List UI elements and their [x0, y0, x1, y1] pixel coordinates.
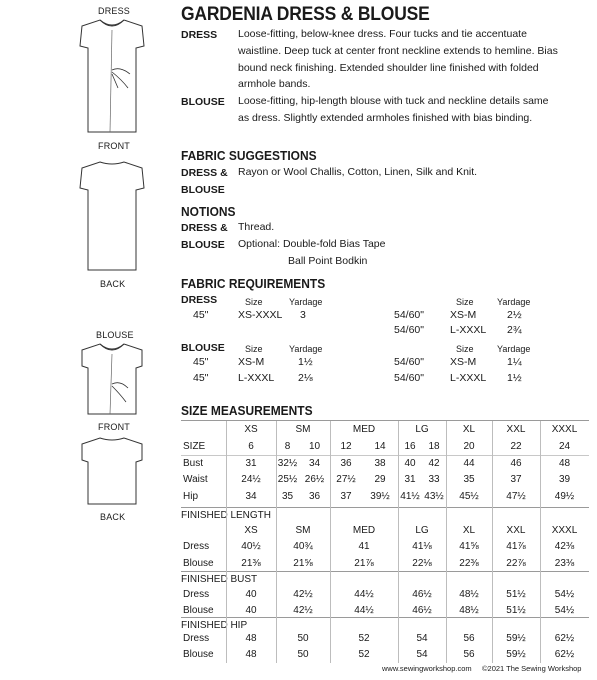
- size-group-lg: LG: [415, 423, 429, 435]
- table-cell: 41⅞: [506, 541, 526, 553]
- table-cell: 36: [340, 457, 352, 469]
- table-cell: 62½: [554, 632, 575, 644]
- table-cell: 20: [463, 440, 475, 452]
- fabreq-blouse-size-l2: L-XXXL: [238, 372, 275, 384]
- table-cell: 39: [558, 474, 571, 486]
- table-cell: 46½: [412, 605, 432, 617]
- table-cell: 40: [245, 588, 257, 600]
- finished-hip-rule: [181, 617, 589, 618]
- table-cell: 50: [297, 649, 309, 661]
- dress-back-label: BACK: [100, 279, 126, 289]
- table-cell: 6: [248, 440, 254, 452]
- size-group-xxl: XXL: [506, 524, 526, 536]
- size-group-header: [181, 421, 589, 438]
- size-group-xl: XL: [462, 524, 476, 536]
- fabreq-blouse-width-l2: 45": [193, 372, 209, 384]
- table-cell: 36: [308, 490, 321, 502]
- dress-front-sketch: [78, 18, 146, 136]
- fabreq-dress-width-r1: 54/60": [394, 309, 425, 321]
- fabric-suggestions-label-1: DRESS &: [181, 167, 228, 179]
- fabreq-dress-size-head-right: Size: [456, 297, 474, 307]
- table-cell: 51½: [506, 588, 526, 600]
- fabreq-blouse-size-r1: XS-M: [450, 356, 477, 368]
- table-cell: 44½: [354, 588, 374, 600]
- table-cell: 46½: [412, 588, 432, 600]
- notions-blouse-text-2: Ball Point Bodkin: [288, 255, 368, 267]
- row-label: Bust: [183, 457, 204, 469]
- row-label: Blouse: [183, 649, 214, 661]
- table-cell: 12: [340, 440, 352, 452]
- description-dress-text: Loose-fitting, below-knee dress. Four tucks and tie accentuate waistline. Deep tuck at center front neckline extends to hemline. Bias bound neck finishing. Extended shoulder line finished with folded armhole bands.: [238, 28, 558, 91]
- table-cell: 39½: [370, 490, 390, 502]
- table-cell: 56: [463, 649, 475, 661]
- fabreq-blouse-width-r1: 54/60": [394, 356, 425, 368]
- fabreq-dress-width: 45": [193, 309, 209, 321]
- size-group-xxxl: XXXL: [551, 524, 578, 536]
- table-cell: 45½: [459, 490, 479, 502]
- size-measurements-heading: SIZE MEASUREMENTS: [181, 403, 313, 418]
- size-table-divider: [540, 421, 541, 663]
- table-cell: 38: [374, 457, 386, 469]
- row-label: Blouse: [183, 557, 214, 569]
- size-table-divider: [330, 421, 331, 663]
- footer-copyright: ©2021 The Sewing Workshop: [482, 664, 582, 673]
- table-cell: 51½: [506, 605, 526, 617]
- size-group-xs: XS: [244, 524, 258, 536]
- table-row: [181, 586, 589, 603]
- fabreq-blouse-size-l1: XS-M: [238, 356, 265, 368]
- fabreq-blouse-label: BLOUSE: [181, 342, 225, 354]
- table-cell: 41: [358, 541, 370, 553]
- table-cell: 33: [428, 474, 440, 486]
- table-row: [181, 472, 589, 489]
- size-group-xxxl: XXXL: [551, 423, 578, 435]
- table-row: [181, 539, 589, 556]
- blouse-sketch-label: BLOUSE: [96, 330, 134, 340]
- table-cell: 34: [245, 490, 257, 502]
- notions-dress-label: DRESS &: [181, 222, 228, 234]
- table-cell: 25½: [277, 474, 298, 486]
- row-label: Hip: [183, 490, 199, 502]
- finished-hip-heading: FINISHED HIP: [181, 620, 248, 631]
- table-row: [181, 455, 589, 472]
- fabreq-dress-size-r2: L-XXXL: [450, 324, 487, 336]
- fabreq-dress-size: XS-XXXL: [238, 309, 283, 321]
- blouse-front-sketch: [80, 342, 144, 418]
- fabreq-blouse-yardage-head: Yardage: [289, 344, 323, 354]
- body-measurements-values: [181, 455, 589, 505]
- row-label: SIZE: [183, 440, 206, 452]
- finished-hip-table: [181, 630, 589, 663]
- table-cell: 56: [463, 632, 475, 644]
- fabreq-blouse-width-l1: 45": [193, 356, 209, 368]
- table-cell: 42⅜: [554, 541, 575, 553]
- dress-front-label: FRONT: [98, 141, 130, 151]
- table-row: [181, 555, 589, 572]
- row-label: Dress: [183, 588, 210, 600]
- table-row: [181, 438, 589, 455]
- fabreq-dress-label: DRESS: [181, 294, 218, 306]
- page-title: GARDENIA DRESS & BLOUSE: [181, 4, 430, 25]
- fabreq-blouse-size-head-right: Size: [456, 344, 474, 354]
- finished-length-rule: [181, 507, 589, 508]
- table-cell: 54: [416, 649, 428, 661]
- table-cell: 48½: [459, 605, 479, 617]
- table-cell: 8: [284, 440, 291, 452]
- blouse-back-sketch: [80, 436, 144, 508]
- table-cell: 26½: [304, 474, 325, 486]
- row-label: Dress: [183, 632, 210, 644]
- table-row: [181, 522, 589, 539]
- table-cell: 40: [245, 605, 257, 617]
- fabreq-dress-size-head: Size: [245, 297, 263, 307]
- fabric-requirements-heading: FABRIC REQUIREMENTS: [181, 276, 326, 291]
- notions-blouse-text-1: Optional: Double-fold Bias Tape: [238, 238, 386, 250]
- table-cell: 22⅜: [459, 557, 479, 569]
- fabreq-blouse-size-head: Size: [245, 344, 263, 354]
- size-group-sm: SM: [295, 524, 311, 536]
- fabreq-dress-yardage-r1: 2½: [507, 309, 522, 321]
- size-group-med: MED: [352, 524, 376, 536]
- table-row: [181, 630, 589, 647]
- blouse-back-label: BACK: [100, 512, 126, 522]
- finished-length-heading: FINISHED LENGTH: [181, 510, 272, 521]
- fabreq-dress-width-r2: 54/60": [394, 324, 425, 336]
- notions-dress-text: Thread.: [238, 221, 275, 233]
- finished-bust-heading: FINISHED BUST: [181, 574, 258, 585]
- table-cell: 59½: [506, 632, 526, 644]
- table-cell: 40¾: [293, 541, 313, 553]
- table-cell: 54½: [554, 605, 575, 617]
- table-cell: 42½: [293, 588, 313, 600]
- table-cell: 24½: [241, 474, 261, 486]
- fabreq-dress-yardage-head-right: Yardage: [497, 297, 531, 307]
- body-measurements-table: [181, 438, 589, 455]
- table-cell: 62½: [554, 649, 575, 661]
- table-cell: 43½: [424, 490, 444, 502]
- table-cell: 54: [416, 632, 428, 644]
- table-cell: 35: [463, 474, 475, 486]
- description-blouse-text: Loose-fitting, hip-length blouse with tuck and neckline details same as dress. Slightly extended armholes finished with bias binding.: [238, 95, 549, 124]
- size-table-divider: [226, 421, 227, 663]
- table-cell: 52: [358, 632, 370, 644]
- fabric-suggestions-heading: FABRIC SUGGESTIONS: [181, 148, 317, 163]
- table-cell: 31: [245, 457, 257, 469]
- table-row: [181, 647, 589, 664]
- table-cell: 14: [374, 440, 386, 452]
- table-cell: 44½: [354, 605, 374, 617]
- size-table-divider: [446, 421, 447, 663]
- table-cell: 44: [463, 457, 475, 469]
- table-cell: 41⅝: [459, 541, 479, 553]
- fabreq-blouse-yardage-l2: 2⅛: [298, 372, 313, 384]
- fabreq-dress-size-r1: XS-M: [450, 309, 477, 321]
- table-cell: 47½: [506, 490, 526, 502]
- table-cell: 10: [308, 440, 321, 452]
- table-cell: 37: [510, 474, 522, 486]
- table-cell: 37: [340, 490, 352, 502]
- table-cell: 49½: [554, 490, 575, 502]
- table-cell: 48: [245, 632, 257, 644]
- description-blouse-label: BLOUSE: [181, 96, 225, 108]
- row-label: Dress: [183, 541, 210, 553]
- table-cell: 21⅜: [241, 557, 261, 569]
- table-cell: 42: [428, 457, 440, 469]
- fabreq-dress-yardage-head: Yardage: [289, 297, 323, 307]
- fabric-suggestions-text: Rayon or Wool Challis, Cotton, Linen, Silk and Knit.: [238, 166, 478, 178]
- finished-bust-table: [181, 586, 589, 619]
- table-cell: 16: [404, 440, 416, 452]
- table-cell: 48: [558, 457, 571, 469]
- table-cell: 31: [404, 474, 416, 486]
- table-cell: 18: [428, 440, 440, 452]
- fabreq-dress-yardage: 3: [300, 309, 306, 321]
- table-cell: 23⅜: [554, 557, 575, 569]
- fabreq-blouse-yardage-head-right: Yardage: [497, 344, 531, 354]
- table-cell: 32½: [277, 457, 298, 469]
- fabreq-blouse-yardage-r2: 1½: [507, 372, 522, 384]
- table-row: [181, 488, 589, 505]
- fabreq-blouse-size-r2: L-XXXL: [450, 372, 487, 384]
- size-group-lg: LG: [415, 524, 429, 536]
- fabreq-dress-yardage-r2: 2¾: [507, 324, 522, 336]
- dress-back-sketch: [78, 160, 146, 274]
- notions-heading: NOTIONS: [181, 204, 236, 219]
- table-cell: 21⅞: [354, 557, 374, 569]
- table-cell: 40½: [241, 541, 261, 553]
- finished-bust-rule: [181, 571, 589, 572]
- row-label: Blouse: [183, 605, 214, 617]
- table-cell: 35: [281, 490, 294, 502]
- table-cell: 48: [245, 649, 257, 661]
- table-cell: 24: [558, 440, 571, 452]
- description-dress-label: DRESS: [181, 29, 218, 41]
- table-cell: 46: [510, 457, 522, 469]
- blouse-front-label: FRONT: [98, 422, 130, 432]
- table-cell: 59½: [506, 649, 526, 661]
- dress-sketch-label: DRESS: [98, 6, 131, 16]
- table-cell: 22⅞: [506, 557, 526, 569]
- table-cell: 54½: [554, 588, 575, 600]
- fabreq-blouse-yardage-r1: 1¼: [507, 356, 522, 368]
- table-cell: 22⅛: [412, 557, 432, 569]
- fabreq-blouse-width-r2: 54/60": [394, 372, 425, 384]
- table-cell: 40: [404, 457, 416, 469]
- size-group-xxl: XXL: [506, 423, 526, 435]
- notions-blouse-label: BLOUSE: [181, 239, 225, 251]
- size-group-xl: XL: [462, 423, 476, 435]
- size-group-xs: XS: [244, 423, 258, 435]
- table-cell: 42½: [293, 605, 313, 617]
- table-cell: 52: [358, 649, 370, 661]
- table-cell: 22: [510, 440, 522, 452]
- table-cell: 27½: [336, 474, 356, 486]
- size-table-divider: [492, 421, 493, 663]
- fabric-suggestions-label-2: BLOUSE: [181, 184, 225, 196]
- table-cell: 50: [297, 632, 309, 644]
- table-cell: 41⅛: [412, 541, 432, 553]
- table-cell: 48½: [459, 588, 479, 600]
- table-cell: 21⅝: [293, 557, 313, 569]
- size-group-sm: SM: [295, 423, 311, 435]
- table-cell: 41½: [400, 490, 420, 502]
- size-group-med: MED: [352, 423, 376, 435]
- footer-website-link[interactable]: www.sewingworkshop.com: [382, 664, 472, 673]
- row-label: Waist: [183, 474, 208, 486]
- table-cell: 29: [374, 474, 386, 486]
- size-table-divider: [276, 421, 277, 663]
- finished-length-table: [181, 522, 589, 572]
- fabreq-blouse-yardage-l1: 1½: [298, 356, 313, 368]
- table-cell: 34: [308, 457, 321, 469]
- size-table-divider: [398, 421, 399, 663]
